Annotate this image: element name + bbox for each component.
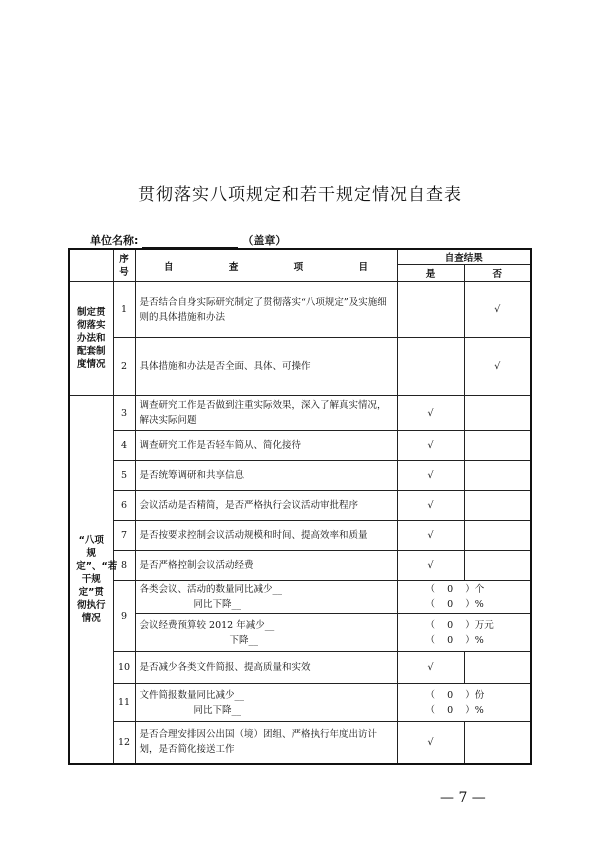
table-row <box>69 338 531 396</box>
header-row <box>69 249 531 265</box>
row-item: 会议活动是否精简，是否严格执行会议活动审批程序 <box>135 491 397 521</box>
row-number: 12 <box>113 722 135 764</box>
row-item: 调查研究工作是否做到注重实际效果，深入了解真实情况，解决实际问题 <box>135 396 397 431</box>
row-number: 2 <box>113 338 135 396</box>
header-yes: 是 <box>397 265 464 282</box>
table-row <box>69 396 531 431</box>
table-row <box>69 614 531 652</box>
row-number: 11 <box>113 684 135 722</box>
row-number: 7 <box>113 521 135 551</box>
table-row <box>69 431 531 461</box>
no-mark <box>464 652 531 684</box>
no-mark <box>464 491 531 521</box>
table-row <box>69 491 531 521</box>
row-item: 是否按要求控制会议活动规模和时间、提高效率和质量 <box>135 521 397 551</box>
table-row <box>69 684 531 722</box>
fill-in-values: （ 0 ）万元 （ 0 ）% <box>397 614 531 652</box>
yes-mark: √ <box>397 521 464 551</box>
yes-mark: √ <box>397 491 464 521</box>
row-number: 4 <box>113 431 135 461</box>
fill-in-values: （ 0 ）个 （ 0 ）% <box>397 581 531 614</box>
header-result: 自查结果 <box>397 249 531 265</box>
row-item-subitem: 文件简报数量同比减少__ 同比下降__ <box>135 684 397 722</box>
no-mark <box>464 431 531 461</box>
yes-mark: √ <box>397 652 464 684</box>
row-item: 是否统筹调研和共享信息 <box>135 461 397 491</box>
category-cell: 制定贯彻落实办法和配套制度情况 <box>69 282 113 396</box>
table-row <box>69 652 531 684</box>
yes-mark: √ <box>397 722 464 764</box>
row-item: 具体措施和办法是否全面、具体、可操作 <box>135 338 397 396</box>
row-item: 是否减少各类文件简报、提高质量和实效 <box>135 652 397 684</box>
no-mark: √ <box>464 338 531 396</box>
yes-mark: √ <box>397 431 464 461</box>
no-mark <box>464 551 531 581</box>
seal-label: （盖章） <box>242 234 287 247</box>
no-mark: √ <box>464 282 531 338</box>
no-mark <box>464 521 531 551</box>
header-seq: 序号 <box>113 249 135 282</box>
row-number: 6 <box>113 491 135 521</box>
row-number: 5 <box>113 461 135 491</box>
row-item-subitem: 会议经费预算较 2012 年减少__ 下降__ <box>135 614 397 652</box>
table-row <box>69 551 531 581</box>
row-number: 10 <box>113 652 135 684</box>
row-number: 9 <box>113 581 135 652</box>
table-row <box>69 461 531 491</box>
table-row <box>69 521 531 551</box>
category-cell: “八项规定”、“若干规定”贯彻执行情况 <box>69 396 113 764</box>
row-number: 3 <box>113 396 135 431</box>
row-item: 是否合理安排因公出国（境）团组、严格执行年度出访计划，是否简化接送工作 <box>135 722 397 764</box>
yes-mark: √ <box>397 396 464 431</box>
page-number: — 7 — <box>440 790 486 806</box>
row-item: 是否严格控制会议活动经费 <box>135 551 397 581</box>
yes-mark <box>397 282 464 338</box>
no-mark <box>464 396 531 431</box>
table-row <box>69 282 531 338</box>
no-mark <box>464 461 531 491</box>
row-item: 是否结合自身实际研究制定了贯彻落实“八项规定”及实施细则的具体措施和办法 <box>135 282 397 338</box>
no-mark <box>464 722 531 764</box>
row-item-subitem: 各类会议、活动的数量同比减少__ 同比下降__ <box>135 581 397 614</box>
unit-name-label: 单位名称: <box>90 234 139 247</box>
self-check-table <box>68 248 532 765</box>
unit-name-line <box>90 232 286 248</box>
header-category-blank <box>69 249 113 282</box>
page-title: 贯彻落实八项规定和若干规定情况自查表 <box>138 185 462 205</box>
table-row <box>69 581 531 614</box>
row-number: 1 <box>113 282 135 338</box>
unit-name-blank <box>142 236 238 248</box>
header-item: 自 查 项 目 <box>135 249 397 282</box>
fill-in-values: （ 0 ）份 （ 0 ）% <box>397 684 531 722</box>
header-no: 否 <box>464 265 531 282</box>
row-item: 调查研究工作是否轻车简从、简化接待 <box>135 431 397 461</box>
row-number: 8 <box>113 551 135 581</box>
table-row <box>69 722 531 764</box>
yes-mark: √ <box>397 551 464 581</box>
yes-mark <box>397 338 464 396</box>
yes-mark: √ <box>397 461 464 491</box>
